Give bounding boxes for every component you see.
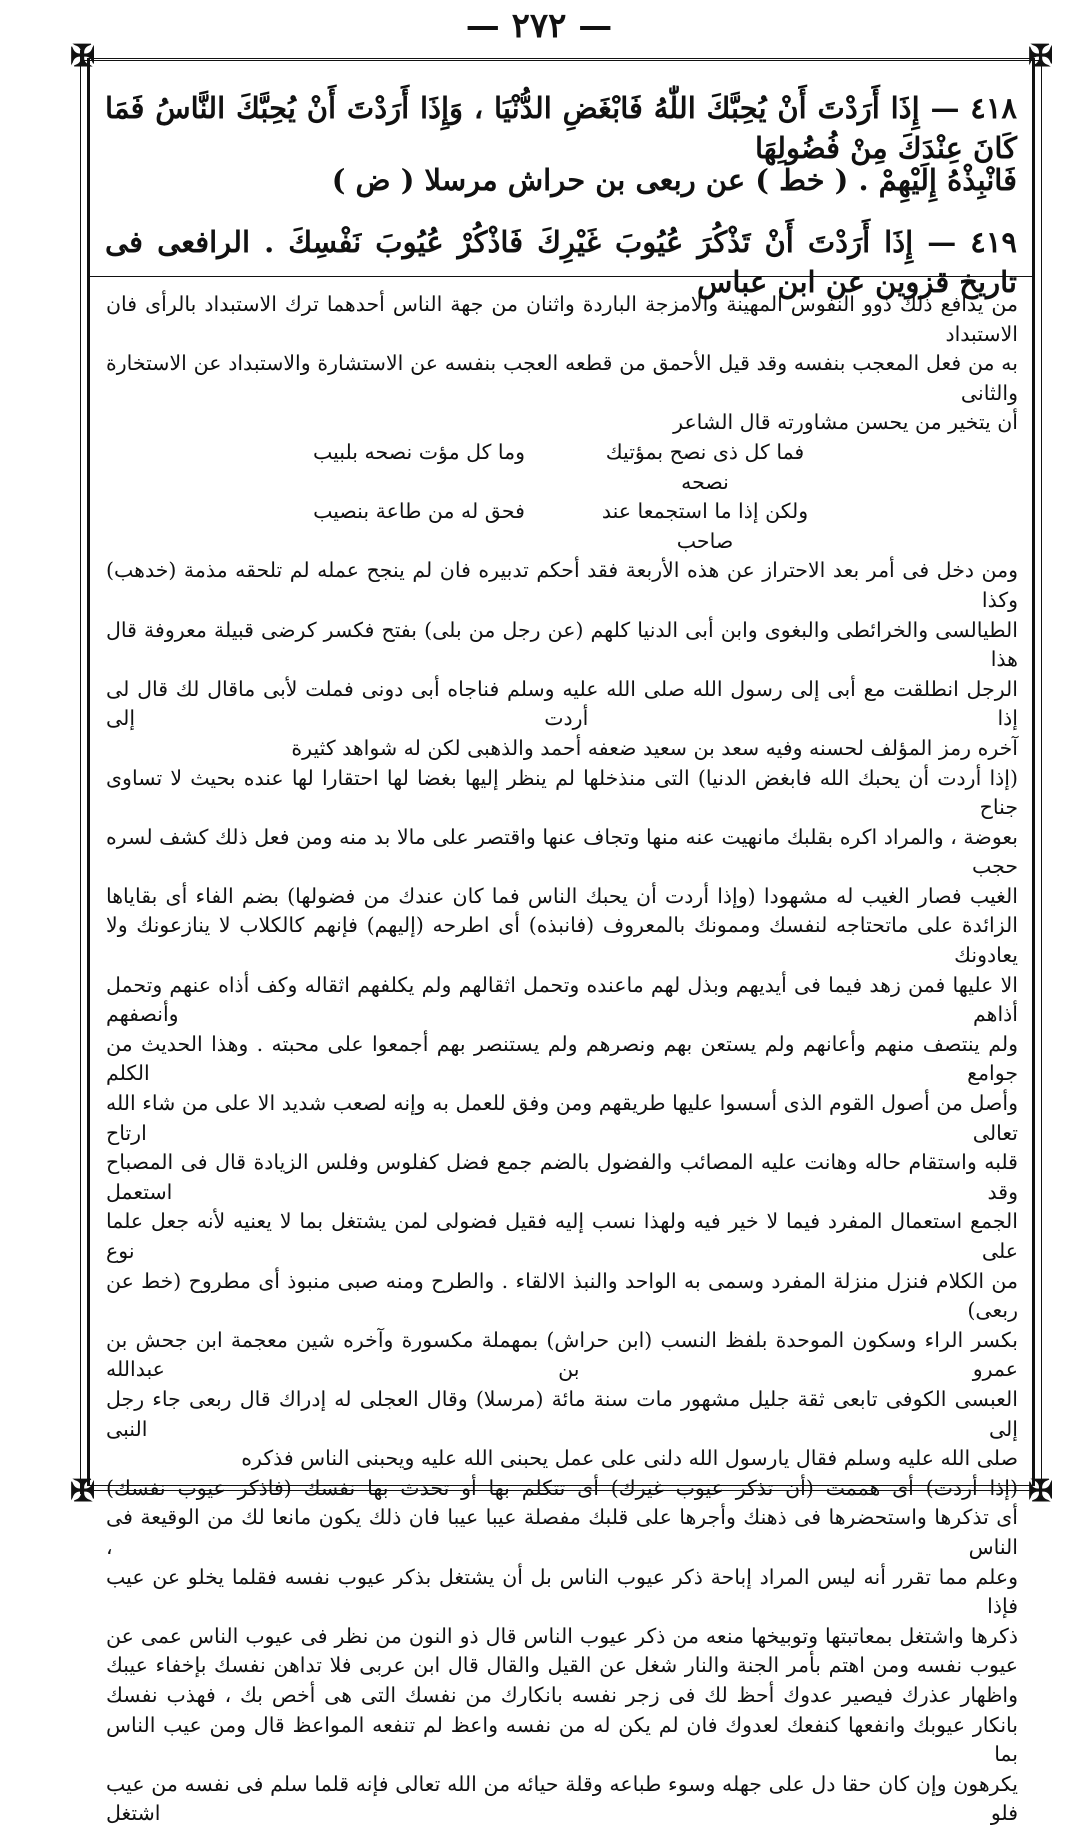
commentary-line: (إذا أردت) أى هممت (أن تذكر عيوب غيرك) أى تتكلم بها أو تحدث بها نفسك (فاذكر عيوب نفسك) — [106, 1475, 1018, 1500]
commentary-line: الجمع استعمال المفرد فيما لا خير فيه ولهذا نسب إليه فقيل فضولى لمن يشتغل بما لا يعنيه لأنه جعل علما على نوع — [106, 1209, 1018, 1263]
commentary-line: وعلم مما تقرر أنه ليس المراد إباحة ذكر عيوب الناس بل أن يشتغل بذكر عيوب نفسه فقلما يخلو عن عيب فإذا — [106, 1564, 1018, 1619]
commentary-line: من الكلام فنزل منزلة المفرد وسمى به الواحد والنبذ الالقاء . والطرح ومنه صبى منبوذ أى مطروح (خط عن ربعى) — [106, 1268, 1018, 1323]
corner-ornament-icon: ✠ — [1028, 1474, 1054, 1509]
verse-hemistich: ولكن إذا ما استجمعا عند صاحب — [601, 499, 809, 553]
hadith-419-line-1: ٤١٩ — إِذَا أَرَدْتَ أَنْ تَذْكُرَ عُيُوبَ غَيْرِكَ فَاذْكُرْ عُيُوبَ نَفْسِكَ . الرافعى فى تاريخ قزوين عن ابن عباس — [105, 225, 1017, 299]
commentary-line: أن يتخير من يحسن مشاورته قال الشاعر — [673, 410, 1018, 435]
commentary-line: العبسى الكوفى تابعى ثقة جليل مشهور مات سنة مائة (مرسلا) وقال العجلى له إدراك قال ربعى جاء رجل إلى النبى — [106, 1386, 1018, 1441]
commentary-line: بانكار عيوبك وانفعها كنفعك لعدوك فان لم يكن له من نفسه واعظ لم تنفعه المواعظ قال ومن عيب الناس بما — [106, 1712, 1018, 1767]
page-number: — ٢٧٢ — — [465, 6, 613, 46]
corner-ornament-icon: ✠ — [1028, 39, 1054, 74]
commentary-line: الغيب فصار الغيب له مشهودا (وإذا أردت أن يحبك الناس فما كان عندك من فضولها) بضم الفاء أى بقاياها — [106, 883, 1018, 908]
commentary-line: (إذا أردت أن يحبك الله فابغض الدنيا) التى منذخلها لم ينظر إليها بغضا لها احتقارا لها عنده بحيث لا تساوى جناح — [106, 765, 1018, 820]
section-divider — [87, 276, 1035, 277]
verse-hemistich: فما كل ذى نصح بمؤتيك نصحه — [605, 439, 805, 494]
commentary-body — [106, 290, 1018, 1829]
commentary-line: قلبه واستقام حاله وهانت عليه المصائب والفضول بالضم جمع فضل كفلوس وفلس الزيادة قال فى المصباح وقد استعمل — [106, 1150, 1018, 1204]
commentary-line: الا عليها فمن زهد فيما فى أيديهم وبذل لهم ماعنده وتحمل اثقالهم ولم يكلفهم اثقاله وكف أذاه عنهم وتحمل أذاهم وأنصفهم — [106, 972, 1018, 1027]
poetry-verse — [106, 497, 1018, 556]
poetry-verse — [106, 438, 1018, 497]
commentary-line: الرجل انطلقت مع أبى إلى رسول الله صلى الله عليه وسلم فناجاه أبى دونى فملت لأبى ماقال لك قال لى إذا أردت إلى — [106, 676, 1018, 731]
commentary-line: صلى الله عليه وسلم فقال يارسول الله دلنى على عمل يحبنى الله عليه ويحبنى الناس فذكره — [241, 1446, 1018, 1471]
commentary-line: من يدافع ذلك ذوو النفوس المهينة والامزجة الباردة واثنان من جهة الناس أحدهما ترك الاستبداد بالرأى فان الاستبداد — [106, 292, 1018, 346]
commentary-line: ولم ينتصف منهم وأعانهم ولم يستعن بهم ونصرهم ولم يستنصر بهم أجمعوا على محبته . وهذا الحديث من جوامع الكلم — [106, 1031, 1018, 1086]
commentary-line: بكسر الراء وسكون الموحدة بلفظ النسب (ابن حراش) بمهملة مكسورة وآخره شين معجمة ابن جحش بن عمرو بن عبدالله — [106, 1327, 1018, 1382]
frame-top-rule — [80, 60, 1042, 61]
commentary-line: به من فعل المعجب بنفسه وقد قيل الأحمق من قطعه العجب بنفسه عن الاستشارة والاستبداد عن الاستخارة والثانى — [106, 351, 1018, 405]
commentary-line: يكرهون وإن كان حقا دل على جهله وسوء طباعه وقلة حيائه من الله تعالى فإنه قلما سلم فى نفسه من عيب فلو اشتغل — [106, 1771, 1018, 1826]
corner-ornament-icon: ✠ — [70, 1474, 96, 1509]
verse-hemistich: وما كل مؤت نصحه بلبيب — [312, 439, 526, 464]
commentary-line: ذكرها واشتغل بمعاتبتها وتوبيخها منعه من ذكر عيوب الناس قال ذو النون من نظر فى عيوب الناس عمى عن — [106, 1623, 1018, 1648]
commentary-line: عيوب نفسه ومن اهتم بأمر الجنة والنار شغل عن القيل والقال قال ابن عربى فلا تداهن نفسك بإخفاء عيبك — [106, 1653, 1018, 1678]
commentary-line: بعوضة ، والمراد اكره بقلبك مانهيت عنه منها وتجاف عنها واقتصر على مالا بد منه ومن فعل ذلك كشف لسره حجب — [106, 824, 1018, 879]
commentary-line: الزائدة على ماتحتاجه لنفسك وممونك بالمعروف (فانبذه) أى اطرحه (إليهم) فإنهم كالكلاب لا ينازعونك ولا يعادونك — [106, 913, 1018, 968]
hadith-418-line-1: ٤١٨ — إِذَا أَرَدْتَ أَنْ يُحِبَّكَ اللّٰهُ فَابْغَضِ الدُّنْيَا ، وَإِذَا أَرَدْتَ أَنْ يُحِبَّكَ النَّاسُ فَمَا كَانَ عِنْدَكَ مِنْ فُضُولِهَا — [105, 91, 1017, 165]
commentary-line: وأصل من أصول القوم الذى أسسوا عليها طريقهم ومن وفق للعمل به وإنه لصعب شديد الا على من شاء الله تعالى ارتاح — [106, 1091, 1018, 1145]
commentary-line: ومن دخل فى أمر بعد الاحتراز عن هذه الأربعة فقد أحكم تدبيره فان لم ينجح عمله لم تلحقه مذمة (خدهب) وكذا — [106, 558, 1018, 612]
verse-hemistich: فحق له من طاعة بنصيب — [313, 499, 525, 524]
hadith-418-line-2: فَانْبِذْهُ إِلَيْهِمْ . ( خط ) عن ربعى بن حراش مرسلا ( ض ) — [331, 163, 1017, 197]
commentary-line: آخره رمز المؤلف لحسنه وفيه سعد بن سعيد ضعفه أحمد والذهبى لكن له شواهد كثيرة — [291, 735, 1018, 760]
commentary-line: أى تذكرها واستحضرها فى ذهنك وأجرها على قلبك مفصلة عيبا عيبا فان ذلك يكون مانعا لك من الوقيعة فى الناس ، — [106, 1505, 1018, 1559]
corner-ornament-icon: ✠ — [70, 39, 96, 74]
commentary-line: واظهار عذرك فيصير عدوك أحظ لك فى زجر نفسه بانكارك من نفسك التى هى أخص بك ، فهذب نفسك — [106, 1682, 1018, 1707]
commentary-line: الطيالسى والخرائطى والبغوى وابن أبى الدنيا كلهم (عن رجل من بلى) بفتح فكسر كرضى قبيلة معروفة قال هذا — [106, 617, 1018, 672]
